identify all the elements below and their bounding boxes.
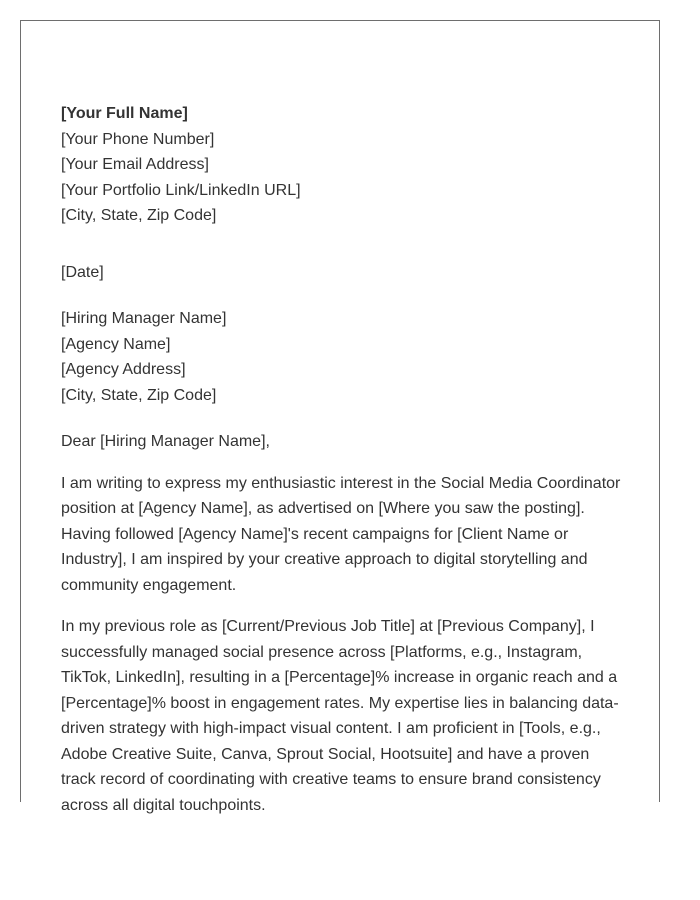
recipient-city-state-zip: [City, State, Zip Code] bbox=[61, 386, 217, 404]
body-paragraph-2: In my previous role as [Current/Previous Job Title] at [Previous Company], I successfully managed social presence across [Platforms, e.g., Instagram, TikTok, LinkedIn], resulting in a [Percentage]% increase in organic reach and a [Percentage]% boost in engagement rates. My expertise lies in balancing data-driven strategy with high-impact visual content. I am proficient in [Tools, e.g., Adobe Creative Suite, Canva, Sprout Social, Hootsuite] and have a proven track record of coordinating with creative teams to ensure brand consistency across all digital touchpoints. bbox=[61, 618, 619, 814]
letter-date: [Date] bbox=[61, 263, 104, 281]
sender-city-state-zip: [City, State, Zip Code] bbox=[61, 207, 217, 224]
recipient-manager: [Hiring Manager Name] bbox=[61, 310, 227, 327]
sender-email: [Your Email Address] bbox=[61, 156, 209, 173]
sender-block bbox=[61, 101, 626, 229]
sender-phone: [Your Phone Number] bbox=[61, 130, 215, 148]
recipient-address: [Agency Address] bbox=[61, 361, 186, 378]
body-paragraph-1: I am writing to express my enthusiastic interest in the Social Media Coordinator position at [Agency Name], as advertised on [Where you saw the posting]. Having followed [Agency Name]'s recent campaigns for [Client Name or Industry], I am inspired by your creative approach to digital storytelling and community engagement. bbox=[61, 474, 621, 594]
letter-content bbox=[61, 101, 626, 818]
letter-page bbox=[20, 20, 660, 814]
sender-portfolio: [Your Portfolio Link/LinkedIn URL] bbox=[61, 181, 301, 199]
sender-name: [Your Full Name] bbox=[61, 105, 188, 122]
recipient-agency: [Agency Name] bbox=[61, 335, 171, 353]
recipient-block bbox=[61, 306, 626, 408]
salutation: Dear [Hiring Manager Name], bbox=[61, 433, 270, 450]
